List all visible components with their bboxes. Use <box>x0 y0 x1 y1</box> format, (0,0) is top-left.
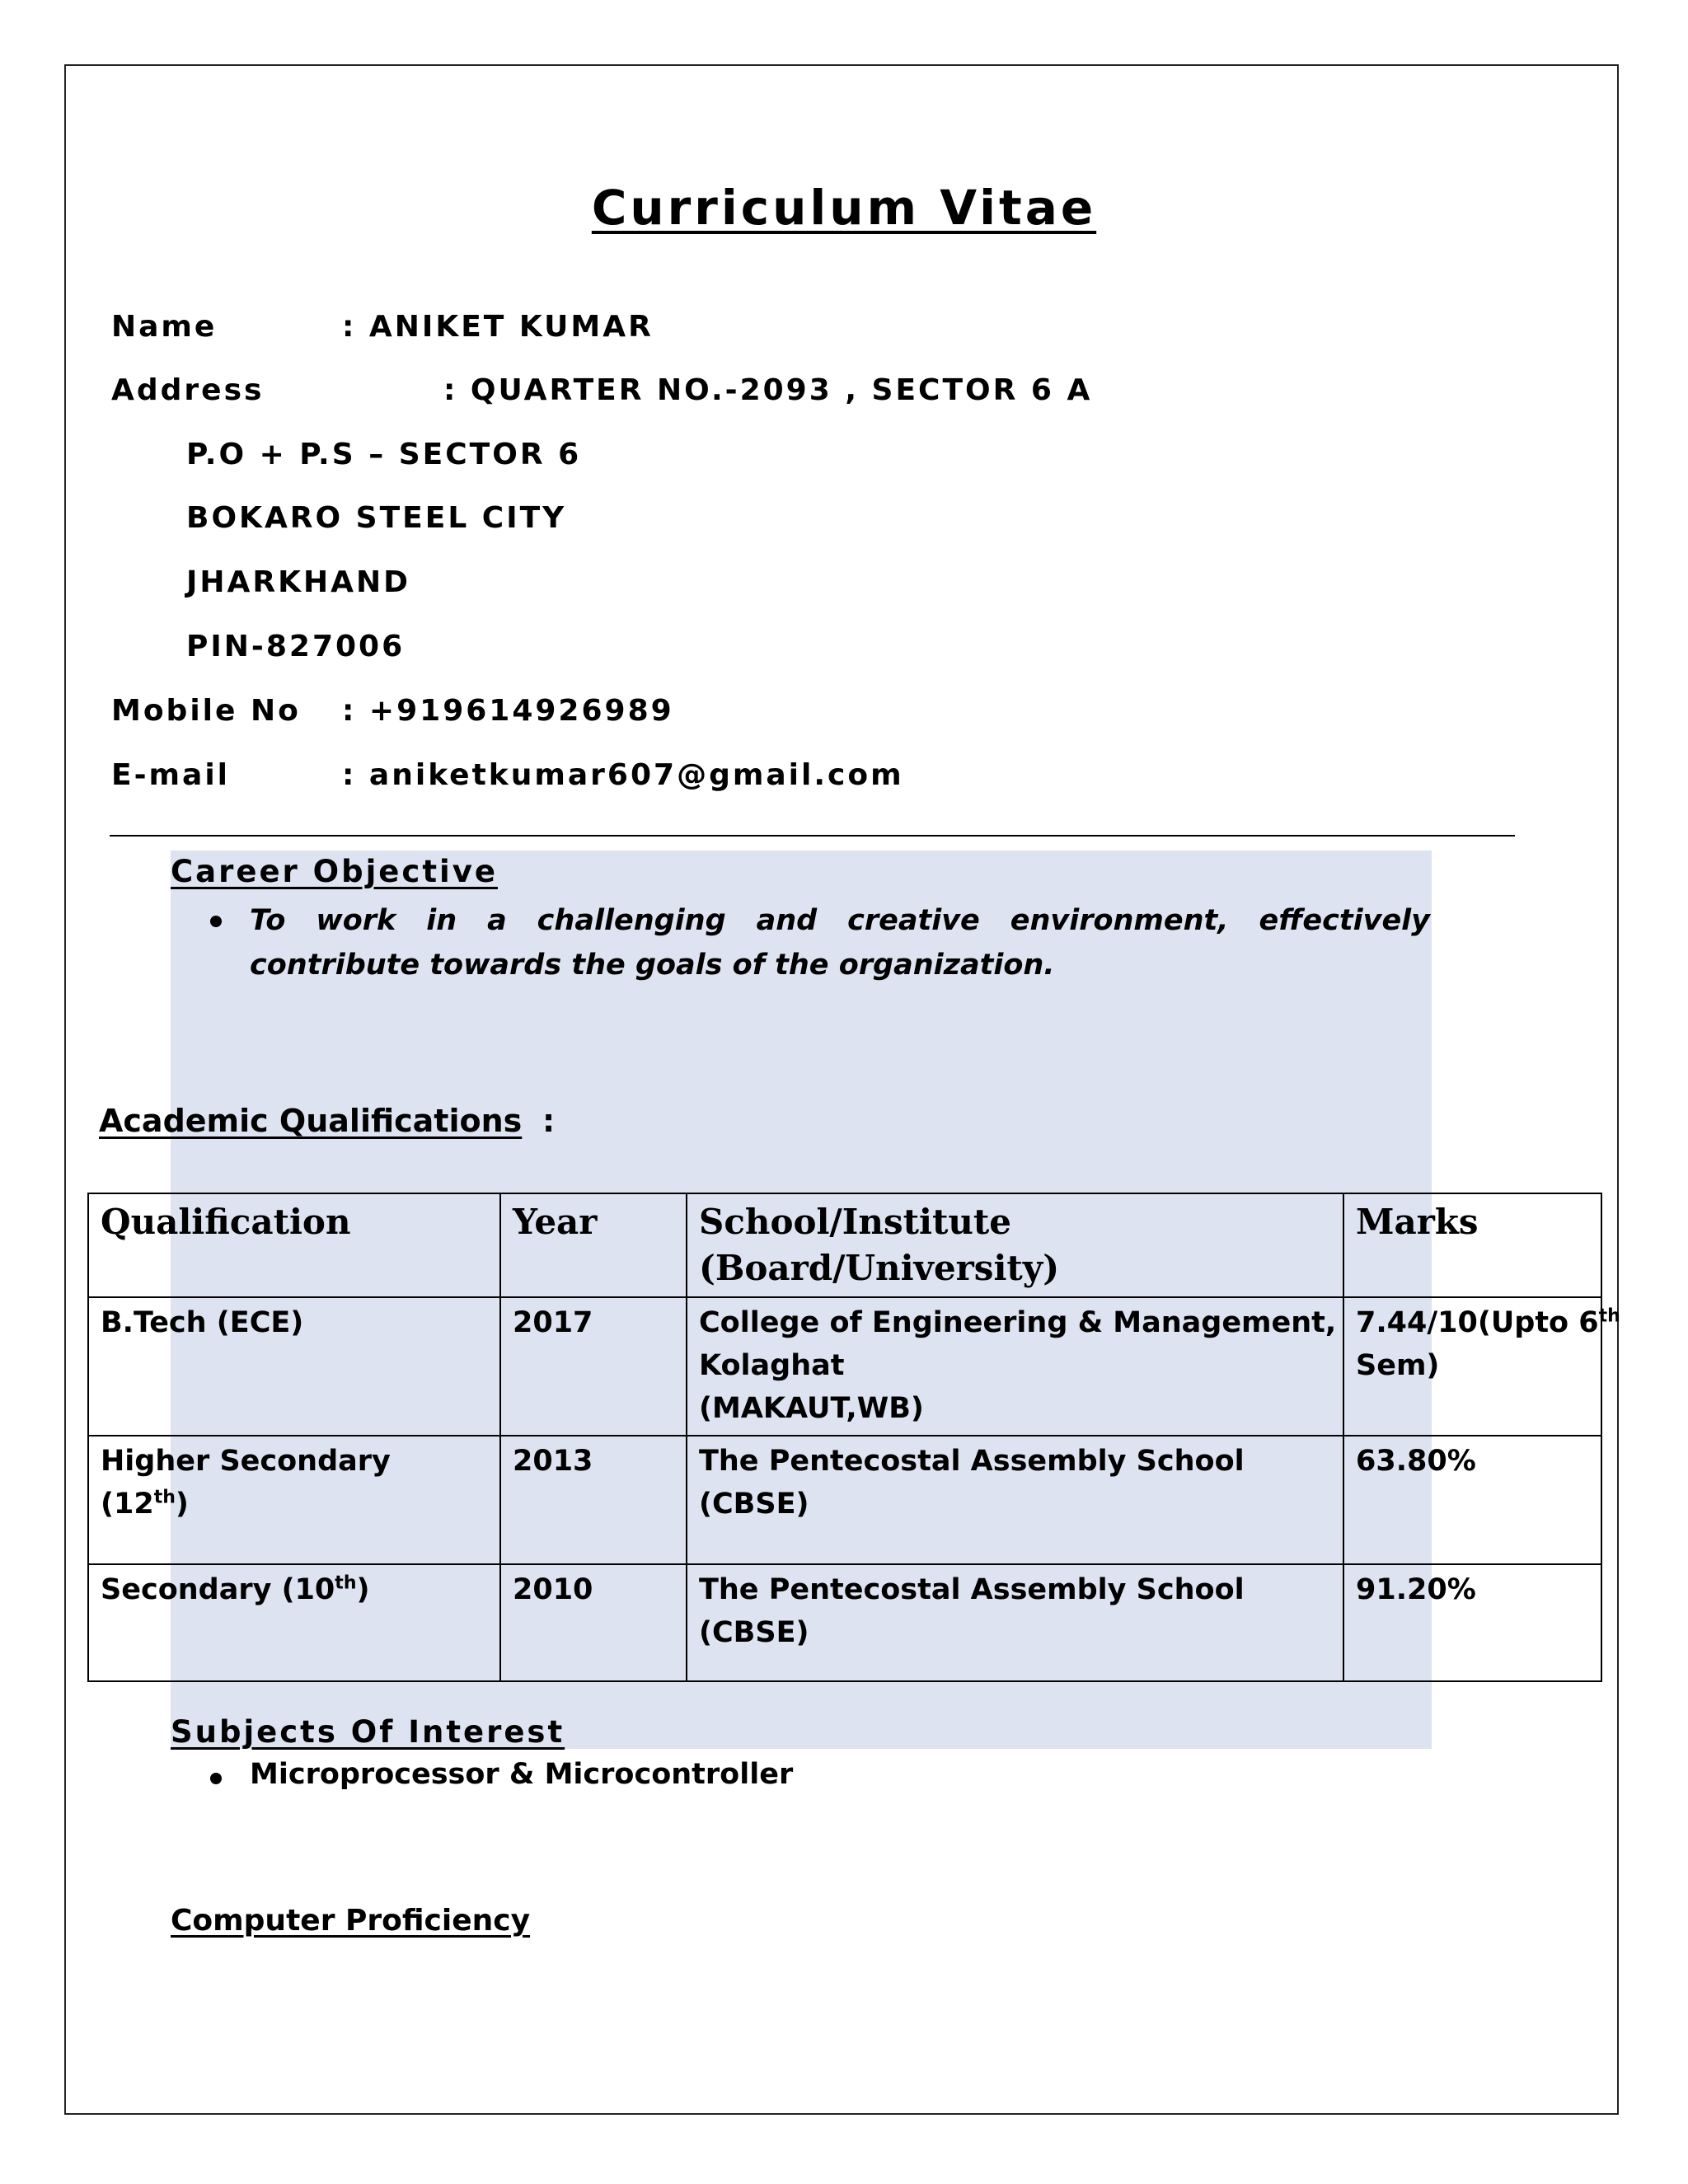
table-row <box>88 1564 1601 1681</box>
cell-marks: 91.20% <box>1343 1564 1601 1681</box>
column-header-school-line: (Board/University) <box>699 1248 1060 1288</box>
cell-school <box>687 1436 1343 1564</box>
cell-qualification <box>88 1436 500 1564</box>
qualifications-table <box>87 1193 1620 1682</box>
cell-qualification: B.Tech (ECE) <box>88 1297 500 1436</box>
cell-marks <box>1343 1297 1620 1436</box>
qualification-superscript: th <box>153 1487 176 1508</box>
marks-superscript: th <box>1598 1305 1620 1327</box>
computer-proficiency-heading: Computer Proficiency <box>171 1904 531 1938</box>
mobile-value: : +919614926989 <box>342 694 674 728</box>
school-line: College of Engineering & Management, <box>699 1306 1337 1339</box>
interest-item: Microprocessor & Microcontroller <box>250 1758 794 1791</box>
school-line: (CBSE) <box>699 1616 809 1649</box>
cell-school <box>687 1564 1343 1681</box>
column-header-school <box>687 1193 1343 1297</box>
column-header-year: Year <box>500 1193 687 1297</box>
school-line: Kolaghat <box>699 1349 845 1382</box>
cell-year: 2017 <box>500 1297 687 1436</box>
column-header-marks: Marks <box>1343 1193 1601 1297</box>
marks-line: Sem) <box>1356 1349 1440 1382</box>
address-label: Address <box>111 373 265 407</box>
address-line: P.O + P.S – SECTOR 6 <box>186 438 582 471</box>
marks-text: 7.44/10(Upto 6 <box>1356 1306 1599 1339</box>
cell-marks: 63.80% <box>1343 1436 1601 1564</box>
address-value: : QUARTER NO.-2093 , SECTOR 6 A <box>443 373 1093 407</box>
qualification-superscript: th <box>335 1572 357 1594</box>
email-value: : aniketkumar607@gmail.com <box>342 758 904 792</box>
column-header-qualification: Qualification <box>88 1193 500 1297</box>
school-line: (MAKAUT,WB) <box>699 1392 924 1425</box>
table-row <box>88 1436 1601 1564</box>
school-line: The Pentecostal Assembly School <box>699 1445 1245 1478</box>
qualification-suffix: ) <box>175 1488 189 1521</box>
qualification-suffix: ) <box>356 1573 370 1606</box>
school-line: (CBSE) <box>699 1488 809 1521</box>
address-line: PIN-827006 <box>186 630 406 663</box>
cell-school <box>687 1297 1343 1436</box>
academic-qualifications-heading: Academic Qualifications <box>99 1103 523 1139</box>
column-header-school-line: School/Institute <box>699 1202 1012 1242</box>
email-label: E-mail <box>111 758 231 792</box>
academic-heading-colon: : <box>542 1103 556 1139</box>
career-objective-heading: Career Objective <box>171 854 498 889</box>
bullet-icon <box>210 916 222 927</box>
cell-qualification <box>88 1564 500 1681</box>
subjects-of-interest-heading: Subjects Of Interest <box>171 1714 565 1750</box>
cell-year: 2013 <box>500 1436 687 1564</box>
name-label: Name <box>111 310 218 344</box>
page-title: Curriculum Vitae <box>591 180 1097 236</box>
marks-line <box>1356 1301 1620 1344</box>
qualification-text: Higher Secondary (12 <box>101 1445 391 1521</box>
career-objective-text: To work in a challenging and creative environment, effectively contribute towards the goals of the organization. <box>250 904 1430 982</box>
address-line: BOKARO STEEL CITY <box>186 501 567 535</box>
table-row <box>88 1297 1601 1436</box>
name-value: : ANIKET KUMAR <box>342 310 654 344</box>
cell-year: 2010 <box>500 1564 687 1681</box>
divider <box>110 835 1515 837</box>
school-line: The Pentecostal Assembly School <box>699 1573 1245 1606</box>
address-line: JHARKHAND <box>186 565 411 599</box>
qualification-text: Secondary (10 <box>101 1573 335 1606</box>
mobile-label: Mobile No <box>111 694 301 728</box>
bullet-icon <box>210 1773 222 1784</box>
table-header-row <box>88 1193 1601 1297</box>
